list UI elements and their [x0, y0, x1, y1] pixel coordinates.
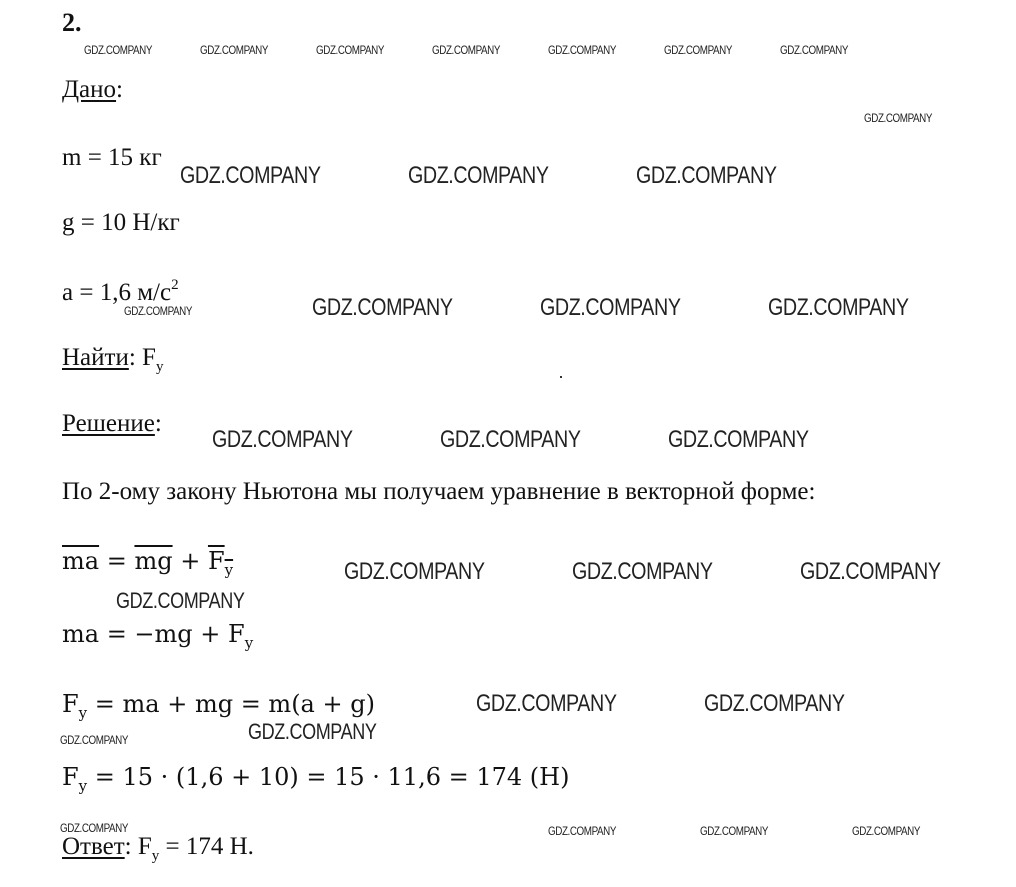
given-gravity: g = 10 Н/кг [62, 209, 180, 236]
watermark: GDZ.COMPANY [800, 558, 941, 585]
task-number: 2. [62, 8, 82, 37]
force-formula [62, 690, 375, 722]
force-calc-F: F [62, 763, 79, 791]
watermark: GDZ.COMPANY [780, 43, 849, 57]
answer-colon: : [124, 833, 132, 860]
watermark: GDZ.COMPANY [636, 162, 777, 189]
watermark: GDZ.COMPANY [704, 690, 845, 717]
watermark: GDZ.COMPANY [248, 719, 377, 744]
watermark: GDZ.COMPANY [440, 426, 581, 453]
watermark: GDZ.COMPANY [432, 43, 501, 57]
solution-colon: : [154, 410, 162, 437]
watermark: GDZ.COMPANY [540, 294, 681, 321]
vec-ma: $\overline{ma}$ [62, 547, 100, 575]
vec-f-sub: y [224, 561, 234, 579]
accel-base: a = 1,6 м/с [62, 279, 172, 306]
watermark: GDZ.COMPANY [60, 821, 129, 835]
force-calc-sub: y [78, 777, 88, 795]
find-symbol-sub: у [155, 359, 164, 375]
scalar-eq-text: ma = −mg + F [62, 620, 245, 648]
find-symbol: F [142, 344, 156, 371]
vector-equation [62, 547, 233, 579]
find-line [62, 344, 163, 376]
scalar-eq-sub: y [244, 634, 254, 652]
watermark: GDZ.COMPANY [476, 690, 617, 717]
given-colon: : [116, 76, 123, 103]
watermark: GDZ.COMPANY [572, 558, 713, 585]
force-calc-rest: = 15 · (1,6 + 10) = 15 · 11,6 = 174 (H) [87, 763, 570, 791]
watermark: GDZ.COMPANY [700, 824, 769, 838]
find-heading: Найти [62, 344, 129, 371]
stray-dot [560, 376, 562, 378]
given-mass: m = 15 кг [62, 144, 162, 171]
vec-f [207, 547, 234, 579]
watermark: GDZ.COMPANY [124, 304, 193, 318]
vec-plus: + [172, 547, 208, 575]
answer-line [62, 833, 254, 865]
vec-mg: $\overline{mg}$ [134, 547, 173, 575]
given-acceleration [62, 277, 179, 307]
vec-f-letter: F [207, 547, 225, 575]
watermark: GDZ.COMPANY [768, 294, 909, 321]
watermark: GDZ.COMPANY [116, 588, 245, 613]
watermark: GDZ.COMPANY [316, 43, 385, 57]
scalar-equation [62, 620, 253, 652]
watermark: GDZ.COMPANY [668, 426, 809, 453]
accel-exponent: 2 [171, 277, 179, 293]
given-heading-line [62, 76, 123, 104]
force-calculation [62, 763, 569, 795]
vec-eq: = [99, 547, 135, 575]
solution-heading: Решение [62, 410, 155, 437]
watermark: GDZ.COMPANY [60, 733, 129, 747]
watermark: GDZ.COMPANY [180, 162, 321, 189]
watermark: GDZ.COMPANY [548, 824, 617, 838]
force-formula-sub: y [78, 704, 88, 722]
force-formula-rest: = ma + mg = m(a + g) [87, 690, 375, 718]
watermark: GDZ.COMPANY [212, 426, 353, 453]
answer-F: F [137, 833, 152, 860]
given-heading: Дано [62, 76, 117, 103]
watermark: GDZ.COMPANY [344, 558, 485, 585]
answer-heading: Ответ [62, 833, 125, 860]
watermark: GDZ.COMPANY [664, 43, 733, 57]
find-colon: : [128, 344, 136, 371]
watermark: GDZ.COMPANY [852, 824, 921, 838]
watermark: GDZ.COMPANY [200, 43, 269, 57]
watermark: GDZ.COMPANY [548, 43, 617, 57]
answer-value: = 174 Н. [159, 833, 254, 860]
answer-sub: у [151, 848, 160, 864]
watermark: GDZ.COMPANY [84, 43, 153, 57]
solution-intro: По 2-ому закону Ньютона мы получаем уравнение в векторной форме: [62, 478, 816, 505]
watermark: GDZ.COMPANY [312, 294, 453, 321]
watermark: GDZ.COMPANY [864, 111, 933, 125]
watermark: GDZ.COMPANY [408, 162, 549, 189]
force-formula-F: F [62, 690, 79, 718]
solution-heading-line [62, 410, 162, 438]
